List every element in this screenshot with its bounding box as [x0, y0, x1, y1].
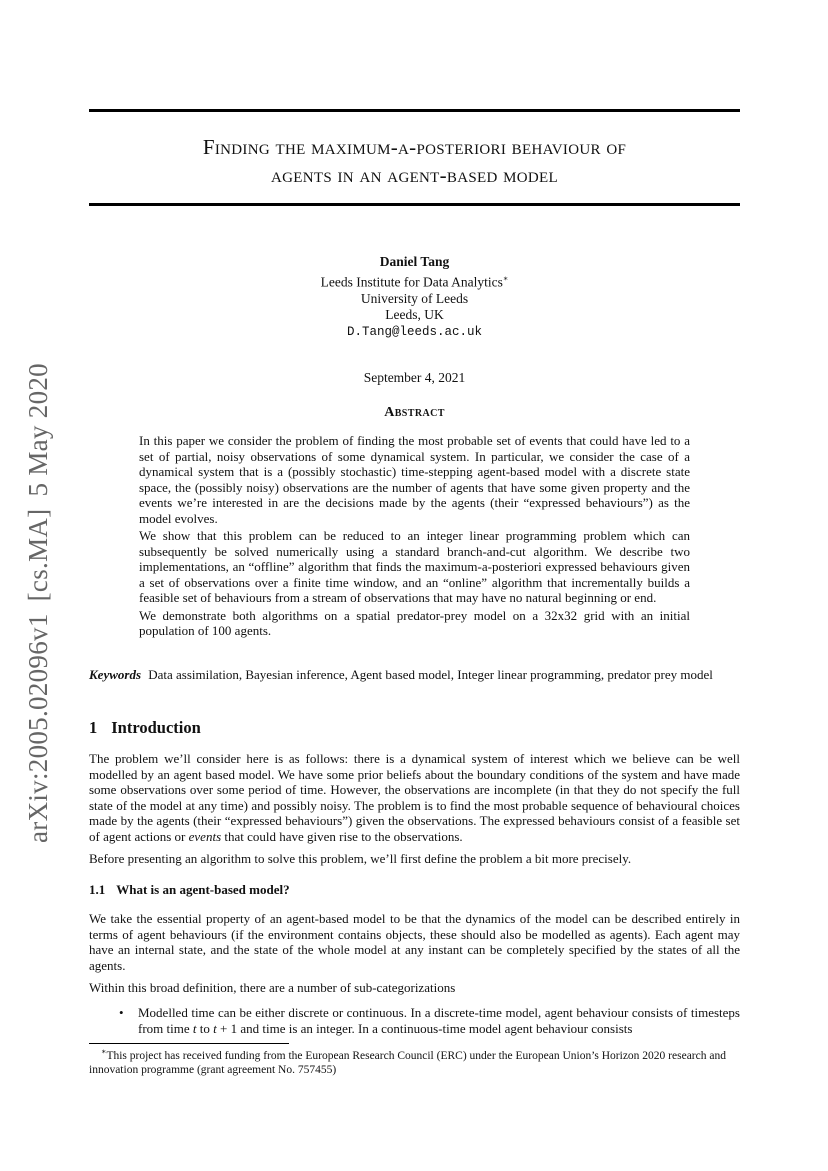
emphasis-events: events: [188, 828, 222, 844]
paper-title: [89, 133, 740, 189]
section-number: 1: [89, 718, 98, 737]
paper-date: September 4, 2021: [363, 370, 466, 385]
list-item: • Modelled time can be either discrete or continuous. In a discrete-time model, agent behaviour consists of timesteps from time t to t + 1 and time is an integer. In a continuous-time model agent behaviour consists: [119, 1005, 740, 1036]
abstract-paragraph: In this paper we consider the problem of finding the most probable set of events that could have led to a set of partial, noisy observations of some dynamical system. In particular, we consider the case of a dynamical system that is a (possibly stochastic) time-stepping agent-based model with a discrete state space, the (possibly noisy) observations are the number of agents that have some given property and the events we’re interested in are the decisions made by the agents (their “expressed behaviours”) as the model evolves.: [139, 433, 690, 526]
subsection-number: 1.1: [89, 882, 106, 897]
abstract-paragraph: We show that this problem can be reduced to an integer linear programming problem which can subsequently be solved numerically using a standard branch-and-cut algorithm. We describe two implementations, an “offline” algorithm that finds the maximum-a-posteriori expressed behaviours given a set of observations over a finite time window, and an “online” algorithm that incrementally builds a feasible set of behaviours from a stream of observations that may have no natural beginning or end.: [139, 528, 690, 605]
intro-paragraph-2: Before presenting an algorithm to solve this problem, we’ll first define the problem a bit more precisely.: [89, 851, 632, 866]
title-line-2: agents in an agent-based model: [271, 163, 558, 187]
author-university: University of Leeds: [360, 290, 469, 306]
arxiv-date: 5 May 2020: [23, 363, 53, 497]
section-title: Introduction: [111, 718, 201, 737]
author-affiliation: Leeds Institute for Data Analytics∗: [320, 273, 509, 289]
author-name: Daniel Tang: [379, 254, 450, 269]
footnote-rule: [89, 1043, 289, 1044]
intro-paragraph-1: The problem we’ll consider here is as follows: there is a dynamical system of interest which we believe can be well modelled by an agent based model. We have some prior beliefs about the boundary conditions of the system and have made some observations over some period of time. However, the observations are incomplete (in that they do not specify the full state of the model at any time) and possibly noisy. The problem is to find the most probable sequence of behavioural choices made by the agents (their “expressed behaviours”) given the observations. The expressed behaviours consist of a feasible set of agent actions or events that could have given rise to the observations.: [89, 751, 740, 844]
author-email[interactable]: D.Tang@leeds.ac.uk: [346, 324, 483, 339]
title-line-1: Finding the maximum-a-posteriori behaviour of: [202, 135, 627, 159]
bullet-icon: •: [119, 1005, 124, 1020]
arxiv-sidebar-stamp: [23, 351, 54, 843]
author-location: Leeds, UK: [385, 307, 444, 322]
abstract-body: [139, 433, 690, 641]
footnote-text: This project has received funding from the European Research Council (ERC) under the European Union’s Horizon 2020 research and innovation programme (grant agreement No. 757455): [89, 1049, 726, 1076]
title-bottom-rule: [89, 203, 740, 206]
abstract-paragraph: We demonstrate both algorithms on a spatial predator-prey model on a 32x32 grid with an initial population of 100 agents.: [139, 607, 690, 638]
arxiv-id[interactable]: arXiv:2005.02096v1: [23, 613, 53, 843]
footnote: [89, 1045, 740, 1077]
subsection-title: What is an agent-based model?: [116, 882, 290, 897]
footnote-mark: ∗: [101, 1047, 107, 1056]
abstract-heading: Abstract: [384, 405, 445, 420]
arxiv-category[interactable]: [cs.MA]: [23, 508, 53, 602]
keywords-heading: Keywords: [89, 667, 141, 682]
affiliation-footnote-mark[interactable]: ∗: [502, 273, 509, 283]
subsection-paragraph-2: Within this broad definition, there are a number of sub-categorizations: [89, 980, 456, 995]
subsection-heading: [89, 882, 290, 898]
title-top-rule: [89, 109, 740, 112]
author-block: [89, 254, 740, 340]
keywords-text: Data assimilation, Bayesian inference, Agent based model, Integer linear programming, predator prey model: [148, 667, 713, 682]
section-heading-introduction: [89, 718, 201, 738]
keywords: [89, 667, 740, 683]
subsection-paragraph-1: We take the essential property of an agent-based model to be that the dynamics of the model can be described entirely in terms of agent behaviours (if the environment contains objects, these should also be modelled as agents). Each agent may have an internal state, and the state of the whole model at any instant can be completely specified by the states of all the agents.: [89, 911, 740, 973]
